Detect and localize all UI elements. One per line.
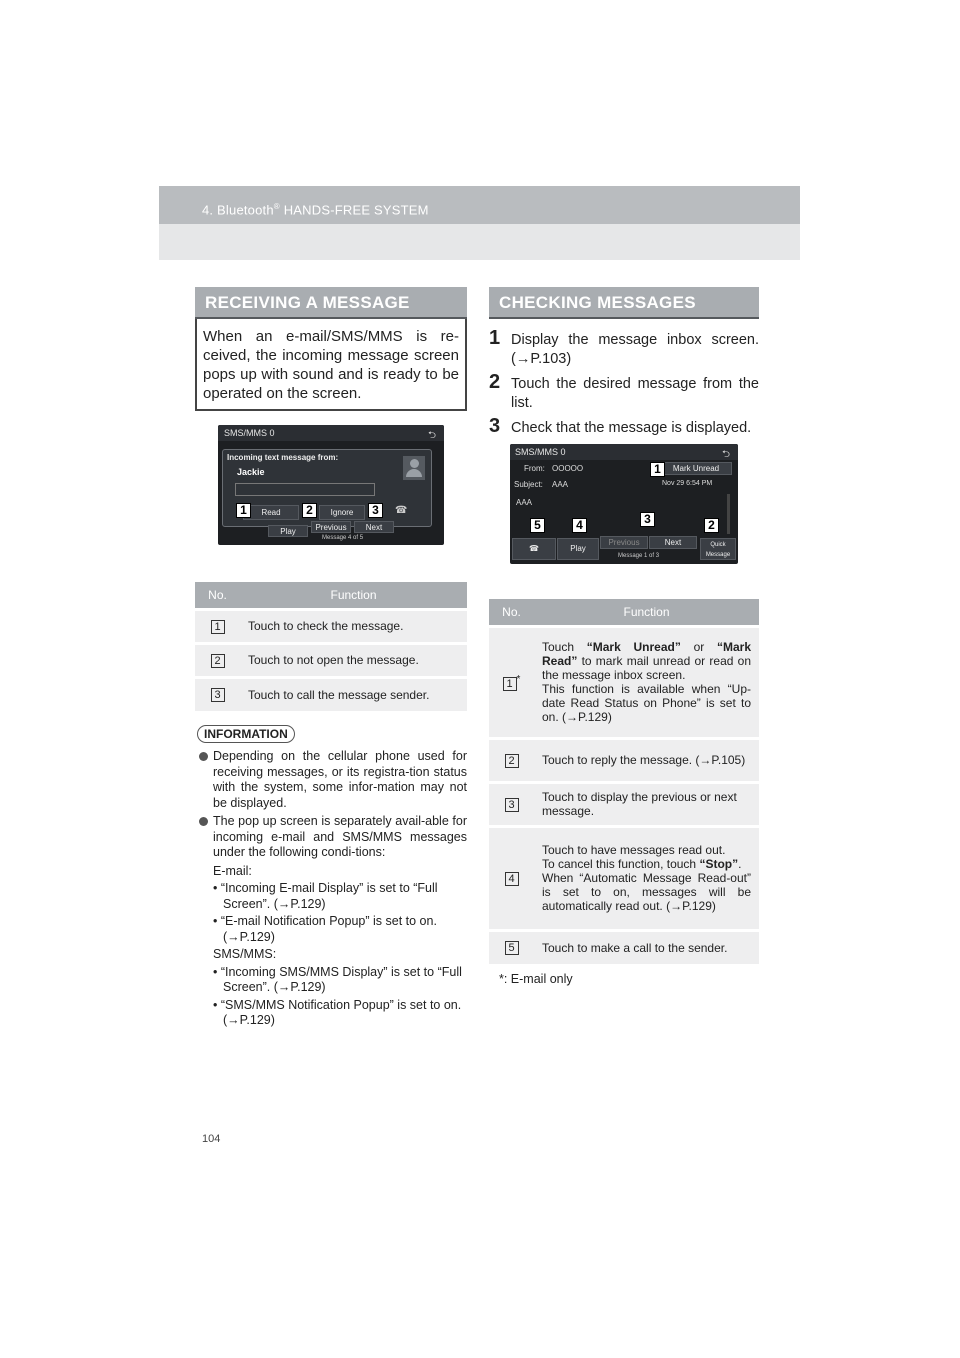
sender-name: Jackie bbox=[237, 467, 265, 477]
subject-label: Subject: bbox=[514, 480, 543, 489]
row-text: Touch to have messages read out. To cancel this function, touch “Stop”. When “Automatic Message Read-out” is set to on, messages will be automatically read out. (→P.129) bbox=[534, 826, 759, 930]
popup-panel bbox=[222, 449, 432, 527]
receiving-function-table bbox=[195, 582, 467, 711]
quick-message-button[interactable]: Quick Message bbox=[700, 538, 736, 560]
page-number: 104 bbox=[202, 1133, 221, 1145]
ignore-button[interactable]: Ignore bbox=[319, 505, 365, 520]
screen-app-title: SMS/MMS 0 bbox=[515, 447, 566, 457]
play-button[interactable]: Play bbox=[268, 525, 308, 537]
row-text: Touch to not open the message. bbox=[240, 643, 467, 677]
row-text: Touch “Mark Unread” or “Mark Read” to mark mail unread or read on the message inbox screen. This function is available when “Up-date Read Status on Phone” is set to on. (→P.129) bbox=[534, 626, 759, 738]
row-number: 4 bbox=[505, 872, 519, 886]
intro-text: When an e-mail/SMS/MMS is re-ceived, the incoming message screen pops up with sound and is ready to be operated on the screen. bbox=[195, 319, 467, 411]
checking-function-table bbox=[489, 599, 759, 964]
avatar bbox=[403, 456, 425, 480]
previous-button[interactable]: Previous bbox=[600, 536, 648, 549]
subject-value: AAA bbox=[552, 480, 569, 489]
next-button[interactable]: Next bbox=[649, 536, 697, 549]
callout-1: 1 bbox=[236, 503, 251, 518]
back-icon: ⮌ bbox=[721, 449, 730, 460]
header-subbar bbox=[159, 224, 800, 260]
back-icon: ⮌ bbox=[427, 430, 436, 441]
section-title-receiving: RECEIVING A MESSAGE bbox=[195, 287, 467, 319]
read-button[interactable]: Read bbox=[243, 505, 299, 520]
from-value: OOOOO bbox=[552, 464, 584, 473]
table-row: 1 * Touch “Mark Unread” or “Mark Read” to mark mail unread or read on the message inbox screen. This function is available when “Up-date Read Status on Phone” is set to on. (→P.129) bbox=[489, 626, 759, 738]
callout-3: 3 bbox=[640, 512, 655, 527]
message-field bbox=[235, 483, 375, 496]
callout-5: 5 bbox=[530, 518, 545, 533]
bullet-icon bbox=[199, 817, 208, 826]
call-button[interactable] bbox=[512, 538, 556, 560]
message-date: Nov 29 6:54 PM bbox=[662, 480, 713, 487]
table-row bbox=[489, 930, 759, 964]
footnote: *: E-mail only bbox=[499, 972, 573, 986]
message-counter: Message 1 of 3 bbox=[618, 553, 660, 559]
callout-1: 1 bbox=[650, 462, 665, 477]
email-condition-2: • “E-mail Notification Popup” is set to on. (→P.129) bbox=[213, 914, 437, 944]
previous-button[interactable]: Previous bbox=[311, 521, 351, 533]
row-text: Touch to reply the message. (→P.105) bbox=[534, 738, 759, 782]
info-item: The pop up screen is separately avail-able for incoming e-mail and SMS/MMS messages under the following condi-tions: bbox=[199, 814, 467, 861]
row-number: 2 bbox=[505, 754, 519, 768]
message-body: AAA bbox=[516, 498, 533, 507]
screen-app-title: SMS/MMS 0 bbox=[224, 428, 275, 438]
row-number: 5 bbox=[505, 941, 519, 955]
step-2: 2 Touch the desired message from the list. bbox=[489, 371, 759, 411]
row-number: 3 bbox=[505, 798, 519, 812]
table-row bbox=[489, 826, 759, 930]
sms-label: SMS/MMS: bbox=[213, 947, 277, 961]
mark-unread-button[interactable]: Mark Unread bbox=[660, 462, 732, 475]
row-text: Touch to check the message. bbox=[240, 609, 467, 643]
step-1: 1 Display the message inbox screen. (→P.103) bbox=[489, 327, 759, 367]
callout-2: 2 bbox=[704, 518, 719, 533]
popup-title: Incoming text message from: bbox=[227, 453, 339, 462]
row-text: Touch to call the message sender. bbox=[240, 677, 467, 711]
callout-3: 3 bbox=[368, 503, 383, 518]
information-badge: INFORMATION bbox=[197, 725, 295, 743]
row-number: 1 bbox=[503, 677, 517, 691]
row-number: 2 bbox=[211, 654, 225, 668]
col-function: Function bbox=[240, 582, 467, 609]
information-list bbox=[195, 749, 467, 1029]
chapter-title: 4. Bluetooth® HANDS-FREE SYSTEM bbox=[202, 202, 429, 218]
row-number: 1 bbox=[211, 620, 225, 634]
row-text: Touch to display the previous or next message. bbox=[534, 782, 759, 826]
row-number: 3 bbox=[211, 688, 225, 702]
col-no: No. bbox=[489, 599, 534, 626]
email-condition-1: • “Incoming E-mail Display” is set to “Full Screen”. (→P.129) bbox=[213, 881, 438, 911]
step-3: 3 Check that the message is displayed. bbox=[489, 415, 752, 437]
sms-condition-2: • “SMS/MMS Notification Popup” is set to on. (→P.129) bbox=[213, 997, 462, 1027]
row-text: Touch to make a call to the sender. bbox=[534, 930, 759, 964]
bullet-icon bbox=[199, 752, 208, 761]
table-row bbox=[489, 738, 759, 782]
next-button[interactable]: Next bbox=[354, 521, 394, 533]
callout-2: 2 bbox=[302, 503, 317, 518]
table-row bbox=[489, 782, 759, 826]
from-label: From: bbox=[524, 464, 545, 473]
right-column bbox=[489, 287, 759, 986]
col-function: Function bbox=[534, 599, 759, 626]
message-view-screenshot bbox=[510, 444, 738, 564]
table-row bbox=[195, 643, 467, 677]
table-row bbox=[195, 677, 467, 711]
sms-condition-1: • “Incoming SMS/MMS Display” is set to “Full Screen”. (→P.129) bbox=[213, 964, 462, 994]
phone-icon[interactable]: ☎ bbox=[395, 505, 408, 516]
scrollbar[interactable] bbox=[727, 494, 730, 534]
table-row bbox=[195, 609, 467, 643]
info-item: Depending on the cellular phone used for receiving messages, or its registra-tion status with the system, some infor-mation may not be displayed. bbox=[199, 749, 467, 811]
section-title-checking: CHECKING MESSAGES bbox=[489, 287, 759, 319]
phone-icon: ☎ bbox=[529, 544, 539, 553]
email-label: E-mail: bbox=[213, 863, 252, 878]
play-button[interactable]: Play bbox=[557, 538, 599, 560]
left-column bbox=[195, 287, 467, 1029]
message-counter: Message 4 of 5 bbox=[322, 535, 364, 541]
incoming-message-screenshot bbox=[218, 425, 444, 545]
col-no: No. bbox=[195, 582, 240, 609]
callout-4: 4 bbox=[572, 518, 587, 533]
